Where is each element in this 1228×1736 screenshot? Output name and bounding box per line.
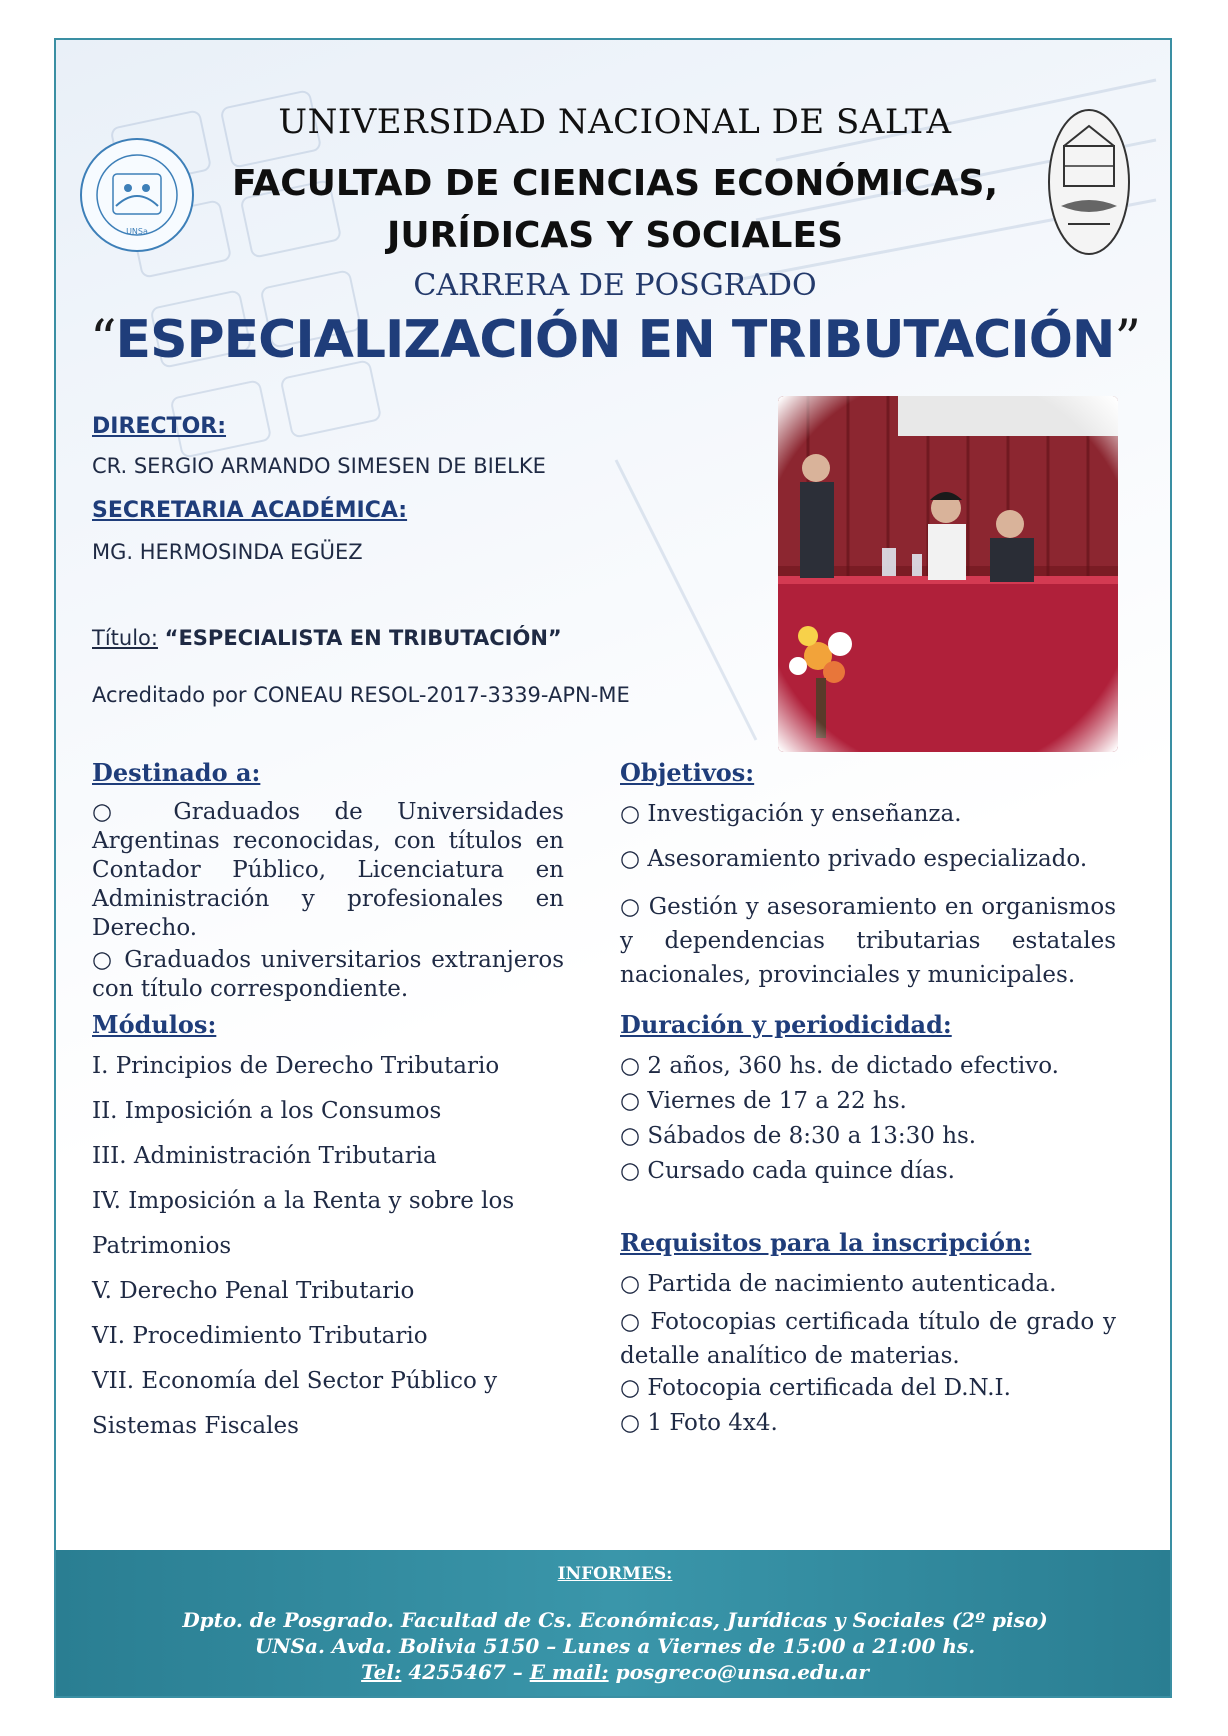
event-photo xyxy=(778,396,1118,752)
modulo-item: II. Imposición a los Consumos xyxy=(92,1098,442,1124)
accreditation: Acreditado por CONEAU RESOL-2017-3339-APN-ME xyxy=(92,683,630,707)
duracion-item: ○ 2 años, 360 hs. de dictado efectivo. xyxy=(620,1053,1059,1079)
email-link[interactable]: posgreco@unsa.edu.ar xyxy=(615,1660,869,1684)
quote-open: “ xyxy=(89,310,116,370)
degree-label: Título: xyxy=(92,626,158,650)
footer-line1: Dpto. de Posgrado. Facultad de Cs. Económicas, Jurídicas y Sociales (2º piso) xyxy=(182,1608,1048,1632)
quote-close: ” xyxy=(1114,310,1141,370)
modulo-item: III. Administración Tributaria xyxy=(92,1143,437,1169)
footer-contact xyxy=(56,1660,1172,1684)
modulo-item: I. Principios de Derecho Tributario xyxy=(92,1053,500,1079)
faculty-name-line2: JURÍDICAS Y SOCIALES xyxy=(386,215,844,256)
modulo-item: Patrimonios xyxy=(92,1233,232,1259)
tel-label: Tel: xyxy=(361,1660,402,1684)
flyer-frame xyxy=(54,38,1172,1698)
destinado-item-2: ○ Graduados universitarios extranjeros con título correspondiente. xyxy=(92,947,564,1002)
secretary-label: SECRETARIA ACADÉMICA: xyxy=(92,498,408,523)
objetivo-item: ○ Asesoramiento privado especializado. xyxy=(620,846,1088,872)
modulo-item: Sistemas Fiscales xyxy=(92,1413,299,1439)
requisito-item: ○ Partida de nacimiento autenticada. xyxy=(620,1271,1057,1297)
requisito-item: ○ Fotocopia certificada del D.N.I. xyxy=(620,1375,1011,1401)
info-footer xyxy=(56,1550,1172,1698)
footer-title: INFORMES: xyxy=(557,1564,673,1584)
program-title-text: ESPECIALIZACIÓN EN TRIBUTACIÓN xyxy=(115,310,1115,370)
tel-value: 4255467 – xyxy=(408,1660,523,1684)
objetivos-heading: Objetivos: xyxy=(620,758,755,787)
destinado-item-1: ○ Graduados de Universidades Argentinas reconocidas, con títulos en Contador Público, Licenciatura en Administración y profesionales en Derecho. xyxy=(92,799,564,941)
director-label: DIRECTOR: xyxy=(92,414,227,439)
duracion-item: ○ Sábados de 8:30 a 13:30 hs. xyxy=(620,1123,977,1149)
email-label: E mail: xyxy=(529,1660,609,1684)
degree-value: “ESPECIALISTA EN TRIBUTACIÓN” xyxy=(164,626,562,650)
university-name: UNIVERSIDAD NACIONAL DE SALTA xyxy=(278,102,952,142)
duracion-heading: Duración y periodicidad: xyxy=(620,1010,952,1039)
footer-line2: UNSa. Avda. Bolivia 5150 – Lunes a Viernes de 15:00 a 21:00 hs. xyxy=(254,1634,976,1658)
modulo-item: IV. Imposición a la Renta y sobre los xyxy=(92,1188,515,1214)
director-name: CR. SERGIO ARMANDO SIMESEN DE BIELKE xyxy=(92,454,546,478)
secretary-name: MG. HERMOSINDA EGÜEZ xyxy=(92,540,363,564)
requisito-item: ○ 1 Foto 4x4. xyxy=(620,1410,778,1436)
objetivo-item: ○ Investigación y enseñanza. xyxy=(620,801,962,827)
modulo-item: VI. Procedimiento Tributario xyxy=(92,1323,428,1349)
duracion-item: ○ Cursado cada quince días. xyxy=(620,1158,955,1184)
requisitos-heading: Requisitos para la inscripción: xyxy=(620,1228,1032,1257)
faculty-name xyxy=(56,158,1172,262)
faculty-name-line1: FACULTAD DE CIENCIAS ECONÓMICAS, xyxy=(231,163,999,204)
svg-text:UNSa: UNSa xyxy=(126,227,148,236)
degree-title xyxy=(92,626,562,650)
modulos-heading: Módulos: xyxy=(92,1010,217,1039)
requisito-item: ○ Fotocopias certificada título de grado y detalle analítico de materias. xyxy=(620,1309,1116,1369)
objetivo-item: ○ Gestión y asesoramiento en organismos y dependencias tributarias estatales nacionales, provinciales y municipales. xyxy=(620,894,1116,988)
duracion-item: ○ Viernes de 17 a 22 hs. xyxy=(620,1088,907,1114)
career-type: CARRERA DE POSGRADO xyxy=(413,268,817,303)
modulo-item: VII. Economía del Sector Público y xyxy=(92,1368,498,1394)
program-title xyxy=(56,310,1172,370)
destinado-heading: Destinado a: xyxy=(92,758,261,787)
modulo-item: V. Derecho Penal Tributario xyxy=(92,1278,415,1304)
